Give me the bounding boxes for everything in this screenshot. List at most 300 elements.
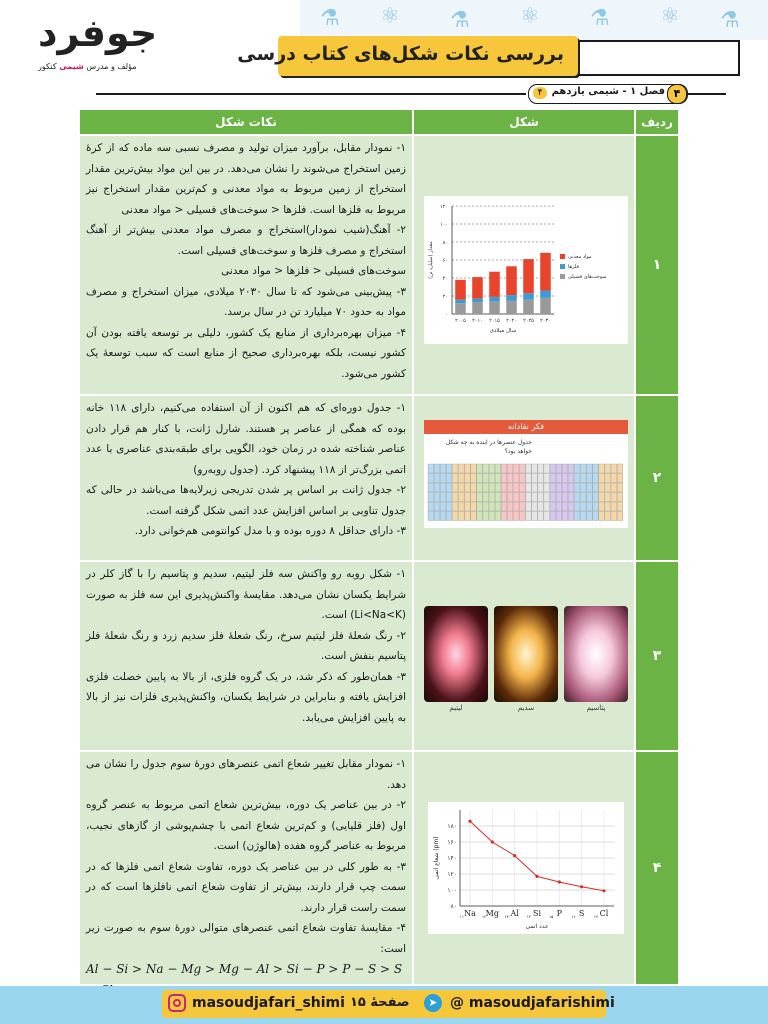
table-cell <box>495 502 501 511</box>
table-cell <box>599 483 605 492</box>
table-cell <box>520 474 526 483</box>
bar-chart-svg <box>424 196 628 344</box>
y-tick-label: ۶۰ <box>442 258 448 264</box>
table-cell <box>599 493 605 502</box>
footer-bar <box>162 990 615 1018</box>
telegram-handle[interactable]: @ masoudjafarishimi <box>450 995 615 1011</box>
notes-text <box>86 754 406 1000</box>
table-cell <box>611 512 617 521</box>
note: ۲- جدول ژانت بر اساس پر شدن تدریجی زیرلایه‌ها می‌باشد در حالی که جدول تناوبی بر اساس افزایش عدد اتمی شکل گرفته است. <box>86 484 406 517</box>
table-row-4-notes <box>80 752 412 984</box>
table-cell <box>452 474 458 483</box>
x-axis-label: عدد اتمی <box>525 923 549 930</box>
table-cell <box>434 493 440 502</box>
col-header-row: ردیف <box>636 110 678 134</box>
table-cell <box>532 512 538 521</box>
note: ۳- دارای حداقل ۸ دوره بوده و با مدل کوانتومی هم‌خوانی دارد. <box>134 525 406 537</box>
x-tick-label: Na <box>464 909 476 918</box>
table-cell <box>428 512 434 521</box>
page-number: صفحهٔ ۱۵ <box>350 995 410 1010</box>
table-cell <box>489 512 495 521</box>
table-cell <box>507 474 513 483</box>
table-cell <box>471 474 477 483</box>
formula: Al − Si > Na − Mg > Mg − Al > Si − P > P − S > S <box>86 962 403 976</box>
flask-icon: ⚗ <box>320 6 340 31</box>
data-point <box>602 889 605 892</box>
legend-swatch <box>560 254 565 259</box>
atomic-number-label: ۱۴ <box>526 914 531 919</box>
y-tick-label: ۱۶۰ <box>447 839 457 846</box>
table-cell <box>581 512 587 521</box>
logo-sub-1: مؤلف و مدرس <box>83 62 137 71</box>
table-cell <box>452 502 458 511</box>
table-cell <box>593 502 599 511</box>
table-cell <box>507 512 513 521</box>
table-cell <box>538 512 544 521</box>
table-cell <box>452 512 458 521</box>
atomic-number-label: ۱۵ <box>549 914 554 919</box>
col-header-figure: شکل <box>414 110 634 134</box>
table-cell <box>459 483 465 492</box>
x-tick-label: Cl <box>599 909 609 918</box>
table-cell <box>434 483 440 492</box>
table-cell <box>587 502 593 511</box>
table-cell <box>562 483 568 492</box>
y-tick-label: ۰ <box>445 312 448 318</box>
note: سوخت‌های فسیلی < فلزها < مواد معدنی <box>221 265 406 277</box>
y-tick-label: ۱۰۰ <box>439 222 448 228</box>
table-cell <box>459 502 465 511</box>
chapter-number: ۴ <box>667 84 687 104</box>
flame-label-lithium: لیتیم <box>449 704 463 712</box>
table-cell <box>513 474 519 483</box>
sodium-flame-photo <box>494 606 558 702</box>
table-cell <box>459 474 465 483</box>
table-cell <box>544 493 550 502</box>
y-tick-label: ۱۰۰ <box>447 887 457 894</box>
divider <box>686 93 726 95</box>
note: ۴- میزان بهره‌برداری از منابع یک کشور، دلیلی بر توسعه یافته بودن آن کشور نیست، بلکه بهره‌برداری صحیح از منابع است که سبب توسعهٔ یک کشور می‌شود. <box>86 326 406 380</box>
bar <box>523 293 534 299</box>
x-tick-label: P <box>556 909 563 918</box>
table-cell <box>544 512 550 521</box>
table-cell <box>550 512 556 521</box>
table-cell <box>465 502 471 511</box>
table-cell <box>617 474 623 483</box>
table-cell <box>483 474 489 483</box>
header <box>0 0 768 100</box>
table-cell <box>428 502 434 511</box>
table-cell <box>574 474 580 483</box>
table-cell <box>471 493 477 502</box>
table-cell <box>526 474 532 483</box>
table-cell <box>611 464 617 473</box>
table-row-4-figure <box>414 752 634 984</box>
table-cell <box>440 464 446 473</box>
x-axis-label: سال میلادی <box>489 328 517 334</box>
line-chart <box>428 802 624 934</box>
table-cell <box>483 512 489 521</box>
table-cell <box>513 502 519 511</box>
table-cell <box>617 502 623 511</box>
instagram-handle[interactable]: masoudjafari_shimi <box>192 995 345 1011</box>
table-cell <box>587 512 593 521</box>
table-cell <box>617 464 623 473</box>
table-cell <box>483 464 489 473</box>
table-cell <box>520 502 526 511</box>
x-tick-label: ۲۰۱۰ <box>472 318 483 324</box>
table-cell <box>599 502 605 511</box>
table-cell <box>501 474 507 483</box>
y-tick-label: ۱۲۰ <box>447 871 457 878</box>
y-tick-label: ۴۰ <box>442 276 448 282</box>
table-cell <box>526 464 532 473</box>
table-cell <box>605 474 611 483</box>
lithium-flame-photo <box>424 606 488 702</box>
row-number-4: ۴ <box>636 752 678 984</box>
bar <box>540 291 551 298</box>
table-cell <box>568 464 574 473</box>
table-cell <box>550 493 556 502</box>
y-axis-label: شعاع اتمی (pm) <box>433 836 440 880</box>
table-cell <box>434 464 440 473</box>
bar <box>506 295 517 300</box>
table-cell <box>550 464 556 473</box>
table-cell <box>489 464 495 473</box>
table-cell <box>471 464 477 473</box>
table-cell <box>574 512 580 521</box>
bar <box>472 302 483 314</box>
table-cell <box>593 474 599 483</box>
bar <box>489 301 500 314</box>
atomic-number-label: ۱۶ <box>571 914 576 919</box>
table-cell <box>568 493 574 502</box>
table-cell <box>587 483 593 492</box>
chapter-badge: ۴ <box>533 87 547 99</box>
table-cell <box>581 483 587 492</box>
table-cell <box>550 502 556 511</box>
table-cell <box>501 464 507 473</box>
table-cell <box>440 502 446 511</box>
table-cell <box>556 512 562 521</box>
x-tick-label: ۲۰۲۵ <box>523 318 534 324</box>
atomic-number-label: ۱۲ <box>482 914 487 919</box>
table-cell <box>617 512 623 521</box>
table-cell <box>581 474 587 483</box>
bar <box>506 266 517 295</box>
logo-subtitle <box>38 62 137 71</box>
table-cell <box>581 502 587 511</box>
notes-text <box>86 398 406 542</box>
table-cell <box>501 493 507 502</box>
table-cell <box>556 483 562 492</box>
note: ۲- رنگ شعلهٔ فلز لیتیم سرخ، رنگ شعلهٔ فلز سدیم زرد و رنگ شعلهٔ فلز پتاسیم بنفش است. <box>86 629 406 662</box>
table-cell <box>538 474 544 483</box>
y-tick-label: ۲۰ <box>442 294 448 300</box>
table-cell <box>489 502 495 511</box>
data-point <box>468 820 471 823</box>
table-cell <box>581 464 587 473</box>
logo <box>38 8 158 74</box>
y-tick-label: ۱۲۰ <box>439 204 448 210</box>
bar <box>540 298 551 314</box>
table-cell <box>507 464 513 473</box>
table-cell <box>587 493 593 502</box>
table-cell <box>538 502 544 511</box>
data-point <box>580 885 583 888</box>
table-cell <box>520 464 526 473</box>
legend-label: مواد معدنی <box>568 254 592 260</box>
legend-label: فلزها <box>568 264 579 270</box>
table-cell <box>526 493 532 502</box>
bar <box>455 303 466 314</box>
table-cell <box>434 512 440 521</box>
data-point <box>491 840 494 843</box>
table-cell <box>495 483 501 492</box>
note: ۱- شکل روبه رو واکنش سه فلز لیتیم، سدیم و پتاسیم را با گاز کلر در شرایط یکسان نشان می‌دهد. مقایسهٔ واکنش‌پذیری این سه فلز به صورت (Li<Na<K) است. <box>86 568 406 621</box>
table-cell <box>477 502 483 511</box>
x-tick-label: ۲۰۰۵ <box>455 318 466 324</box>
legend-swatch <box>560 264 565 269</box>
table-cell <box>550 483 556 492</box>
atomic-number-label: ۱۱ <box>459 914 464 919</box>
divider <box>96 93 526 95</box>
table-cell <box>587 474 593 483</box>
table-cell <box>526 502 532 511</box>
table-cell <box>611 493 617 502</box>
table-cell <box>562 493 568 502</box>
table-cell <box>446 474 452 483</box>
table-cell <box>599 464 605 473</box>
col-header-notes: نکات شکل <box>80 110 412 134</box>
table-cell <box>477 474 483 483</box>
y-axis-label: مقدار (میلیارد تن) <box>428 241 434 279</box>
table-cell <box>568 483 574 492</box>
table-cell <box>428 493 434 502</box>
flask-icon: ⚗ <box>590 6 610 31</box>
row-number-3: ۳ <box>636 562 678 750</box>
table-cell <box>593 464 599 473</box>
table-cell <box>465 464 471 473</box>
x-tick-label: Mg <box>485 909 499 918</box>
table-cell <box>611 474 617 483</box>
bar <box>472 277 483 299</box>
table-cell <box>477 512 483 521</box>
atomic-number-label: ۱۷ <box>593 914 598 919</box>
table-cell <box>538 464 544 473</box>
notes-text <box>86 138 406 384</box>
table-cell <box>495 464 501 473</box>
table-cell <box>446 464 452 473</box>
table-cell <box>605 464 611 473</box>
bar <box>489 297 500 302</box>
table-cell <box>574 483 580 492</box>
table-cell <box>513 464 519 473</box>
table-cell <box>428 464 434 473</box>
table-cell <box>495 493 501 502</box>
table-cell <box>593 512 599 521</box>
note: ۲- در بین عناصر یک دوره، بیش‌ترین شعاع اتمی مربوط به عنصر گروه اول (فلز قلیایی) و کم‌ترین شعاع اتمی با چشم‌پوشی از گازهای نجیب، مربوط به عناصر گروه هفده (هالوژن) است. <box>86 799 406 852</box>
janet-table-grid <box>424 420 628 528</box>
atom-icon: ⚛ <box>520 4 540 29</box>
line-chart-svg <box>428 802 624 934</box>
x-tick-label: S <box>578 909 585 918</box>
data-point <box>535 875 538 878</box>
table-cell <box>520 483 526 492</box>
bar <box>455 300 466 304</box>
chapter-pill <box>528 84 688 104</box>
flame-label-potassium: پتاسیم <box>586 704 606 712</box>
table-cell <box>520 512 526 521</box>
x-tick-label: Si <box>532 909 542 918</box>
table-cell <box>459 512 465 521</box>
table-cell <box>495 474 501 483</box>
table-cell <box>611 483 617 492</box>
table-cell <box>605 512 611 521</box>
table-row-3-figure <box>414 562 634 750</box>
table-cell <box>483 502 489 511</box>
table-cell <box>544 474 550 483</box>
bar <box>489 272 500 297</box>
table-cell <box>452 464 458 473</box>
table-cell <box>477 464 483 473</box>
table-cell <box>507 502 513 511</box>
note: ۴- مقایسهٔ تفاوت شعاع اتمی عنصرهای متوالی دورهٔ سوم به صورت زیر است: <box>86 922 406 955</box>
table-cell <box>513 512 519 521</box>
table-cell <box>440 512 446 521</box>
telegram-icon: ➤ <box>424 994 442 1012</box>
table-cell <box>471 512 477 521</box>
table-cell <box>593 483 599 492</box>
table-cell <box>562 474 568 483</box>
legend-label: سوخت‌های فسیلی <box>568 274 607 280</box>
table-cell <box>428 474 434 483</box>
table-cell <box>532 483 538 492</box>
table-cell <box>556 474 562 483</box>
table-cell <box>507 493 513 502</box>
table-cell <box>556 464 562 473</box>
table-cell <box>434 474 440 483</box>
table-cell <box>532 464 538 473</box>
table-row-2-notes <box>80 396 412 560</box>
flask-icon: ⚗ <box>450 8 470 33</box>
figure-title: فکر نقادانه <box>424 420 628 434</box>
notes-text <box>86 564 406 728</box>
y-tick-label: ۸۰ <box>450 903 457 910</box>
bar-chart <box>424 196 628 344</box>
table-cell <box>617 493 623 502</box>
logo-sub-accent: شیمی <box>59 62 84 71</box>
table-cell <box>471 502 477 511</box>
table-cell <box>532 502 538 511</box>
table-cell <box>574 493 580 502</box>
table-cell <box>452 493 458 502</box>
table-cell <box>501 512 507 521</box>
table-cell <box>477 483 483 492</box>
y-tick-label: ۱۸۰ <box>447 823 457 830</box>
table-cell <box>465 483 471 492</box>
instagram-icon <box>168 994 186 1012</box>
logo-sub-2: کنکور <box>38 62 60 71</box>
title-banner <box>237 36 578 76</box>
table-row-1-figure <box>414 136 634 394</box>
bar <box>472 299 483 303</box>
table-row-3-notes <box>80 562 412 750</box>
y-tick-label: ۱۴۰ <box>447 855 457 862</box>
table-cell <box>562 512 568 521</box>
table-cell <box>605 493 611 502</box>
table-cell <box>611 502 617 511</box>
x-tick-label: ۲۰۱۵ <box>489 318 500 324</box>
table-cell <box>428 483 434 492</box>
table-cell <box>489 474 495 483</box>
table-cell <box>434 502 440 511</box>
logo-text: جوفرد <box>38 11 158 55</box>
table-cell <box>544 464 550 473</box>
table-cell <box>556 493 562 502</box>
table-cell <box>477 493 483 502</box>
table-cell <box>440 483 446 492</box>
flask-icon: ⚗ <box>720 8 740 33</box>
table-cell <box>587 464 593 473</box>
y-tick-label: ۸۰ <box>442 240 448 246</box>
note: ۳- به طور کلی در بین عناصر یک دوره، تفاوت شعاع اتمی فلزها که در سمت چپ قرار دارند، بیش‌تر از تفاوت شعاع اتمی نافلزها است که در سمت راست قرار دارند. <box>86 860 406 914</box>
table-cell <box>605 483 611 492</box>
atom-icon: ⚛ <box>660 4 680 29</box>
note: ۱- نمودار مقابل تغییر شعاع اتمی عنصرهای دورهٔ سوم جدول را نشان می دهد. <box>86 758 406 791</box>
table-cell <box>471 483 477 492</box>
table-cell <box>574 464 580 473</box>
x-tick-label: Al <box>510 909 519 918</box>
bar <box>455 280 466 300</box>
chapter-label: فصل ۱ - شیمی یازدهم <box>551 86 665 97</box>
table-cell <box>459 493 465 502</box>
table-cell <box>538 483 544 492</box>
janet-table-figure <box>424 420 628 528</box>
note: ۲- آهنگ(شیب نمودار)استخراج و مصرف مواد معدنی بیش‌تر از آهنگ استخراج و مصرف فلزها و سوخت‌های فسیلی است. <box>86 224 406 257</box>
table-cell <box>605 502 611 511</box>
table-cell <box>483 483 489 492</box>
legend-swatch <box>560 274 565 279</box>
table-cell <box>446 502 452 511</box>
note: ۱- نمودار مقابل، برآورد میزان تولید و مصرف نسبی سه ماده که از کرهٔ زمین استخراج می‌شوند را نشان می‌دهد. در بین این مواد بیش‌ترین مقدار استخراج از زمین مربوط به مواد معدنی و کم‌ترین مقدار استخراج نیز مربوط به فلزها است. فلزها < سوخت‌های فسیلی < مواد معدنی <box>86 142 406 216</box>
table-cell <box>544 483 550 492</box>
figure-caption: جدول عنصرها در اینده به چه شکل خواهد بود؟ <box>445 439 532 455</box>
table-cell <box>599 512 605 521</box>
table-cell <box>520 493 526 502</box>
table-cell <box>526 483 532 492</box>
table-cell <box>483 493 489 502</box>
table-cell <box>446 512 452 521</box>
bar <box>523 259 534 293</box>
bar <box>523 300 534 314</box>
header-decoration <box>300 0 768 40</box>
table-cell <box>501 483 507 492</box>
table-cell <box>489 483 495 492</box>
table-cell <box>507 483 513 492</box>
bar <box>506 301 517 315</box>
table-cell <box>489 493 495 502</box>
bar <box>540 253 551 291</box>
table-cell <box>440 474 446 483</box>
table-cell <box>617 483 623 492</box>
table-cell <box>446 493 452 502</box>
table-row-1-notes <box>80 136 412 394</box>
table-cell <box>513 483 519 492</box>
table-cell <box>440 493 446 502</box>
row-number-1: ۱ <box>636 136 678 394</box>
note: ۳- همان‌طور که ذکر شد، در یک گروه فلزی، از بالا به پایین خصلت فلزی افزایش یافته و بنابراین در شرایط یکسان، واکنش‌پذیری فلزات نیز از بالا به پایین افزایش می‌یابد. <box>86 670 406 724</box>
